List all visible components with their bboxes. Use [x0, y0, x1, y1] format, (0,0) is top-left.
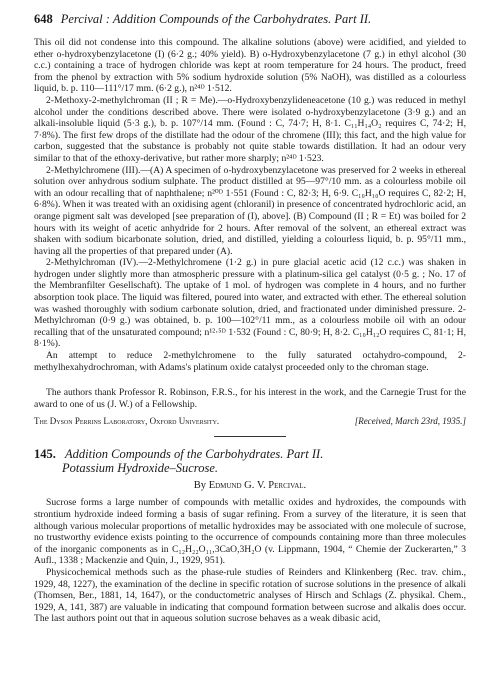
previous-article-text [34, 37, 466, 373]
new-article-text [34, 497, 466, 625]
paragraph: Physicochemical methods such as the phase-rule studies of Reinders and Klinkenberg (Rec. trav. chim., 1929, 48, 1227), the examination of the decline in specific rotation of sucrose solutions in the presence of alkali (Thomsen, Ber., 1881, 14, 1647), or the conductometric analyses of Hirsch and Schlags (Z. physikal. Chem., 1929, A, 141, 387) are valuable in indicating that compound formation between sucrose and alkalis does occur. The last authors point out that in aqueous solution sucrose behaves as a weak dibasic acid, [34, 566, 466, 625]
acknowledgement: The authors thank Professor R. Robinson, F.R.S., for his interest in the work, and the Carnegie Trust for the award to one of us (J. W.) of a Fellowship. [34, 387, 466, 410]
author-prefix: By [193, 480, 207, 492]
author-name: Edmund G. V. Percival. [208, 480, 307, 492]
section-divider [214, 436, 286, 437]
running-title: Percival : Addition Compounds of the Carbohydrates. Part II. [60, 12, 372, 26]
article-title-text: Addition Compounds of the Carbohydrates. Part II. [65, 447, 324, 462]
running-header [34, 12, 466, 27]
paragraph: Sucrose forms a large number of compounds with metallic oxides and hydroxides, the compounds with strontium hydroxide indeed forming a basis of sugar refining. From a survey of the literature, it is seen that although various molecular proportions of metallic hydroxides may be associated with one molecule of sucrose, no trustworthy evidence exists pointing to the occurrence of compounds containing more than three molecules of the inorganic components as in C₁₂H₂₂O₁₁,3CaO,3H₂O (v. Lippmann, 1904, “ Chemie der Zuckerarten,” 3 Aufl., 1338 ; Mackenzie and Quin, J., 1929, 951). [34, 497, 466, 567]
affiliation-line [34, 416, 466, 426]
paragraph: 2-Methylchromene (III).—(A) A specimen of o-hydroxybenzylacetone was preserved for 2 weeks in ethereal solution over anhydrous sodium sulphate. The product distilled at 95—97°/10 mm. as a colourless mobile oil with an odour recalling that of naphthalene; n²⁰ᴰ 1·551 (Found : C, 82·3; H, 6·9. C₁₀H₁₀O requires C, 82·2; H, 6·8%). When it was treated with an oxidising agent (chloranil) in presence of concentrated hydrochloric acid, an orange pigment salt was developed [see preparation of (I), above]. (B) Compound (II ; R = Et) was boiled for 2 hours with its weight of acetic anhydride for 2 hours. After removal of the solvent, an ethereal extract was shaken with sodium bicarbonate solution, dried, and distilled, yielding a colourless liquid, b. p. 95°/11 mm., having all the properties of that prepared under (A). [34, 164, 466, 257]
paragraph: 2-Methylchroman (IV).—2-Methylchromene (1·2 g.) in pure glacial acetic acid (12 c.c.) was shaken in hydrogen under slightly more than atmospheric pressure with a platinum-silica gel catalyst (0·5 g. ; No. 17 of the Membranfilter Gesellschaft). The uptake of 1 mol. of hydrogen was complete in 4 hours, and no further absorption took place. The liquid was filtered, poured into water, and extracted with ether. The ethereal solution was washed thoroughly with sodium carbonate solution, dried, and fractionated under diminished pressure. 2-Methylchroman (0·9 g.) was obtained, b. p. 100—102°/11 mm., as a colourless mobile oil with an odour recalling that of the unsaturated compound; n¹²·⁵ᴰ 1·532 (Found : C, 80·9; H, 8·2. C₁₀H₁₂O requires C, 81·1; H, 8·1%). [34, 257, 466, 350]
author-line [34, 480, 466, 491]
affiliation: The Dyson Perrins Laboratory, Oxford University. [34, 416, 220, 427]
paragraph: This oil did not condense into this compound. The alkaline solutions (above) were acidified, and yielded to ether o-hydroxybenzylacetone (I) (6·2 g.; 40% yield). B) o-Hydroxybenzylacetone (7 g.) in ethyl alcohol (30 c.c.) containing a trace of hydrogen chloride was kept at room temperature for 24 hours. The product, freed from the phenol by extraction with 5% sodium hydroxide solution (5% NaOH), was distilled as a colourless liquid, b. p. 110—111°/17 mm. (6·2 g.), n²⁴ᴰ 1·512. [34, 37, 466, 95]
page-number: 648 [34, 12, 53, 26]
paragraph: 2-Methoxy-2-methylchroman (II ; R = Me).—o-Hydroxybenzylideneacetone (10 g.) was reduced in methyl alcohol under the conditions described above. There were isolated o-hydroxybenzylacetone (3·9 g.) and an alkali-insoluble liquid (5·3 g.), b. p. 107°/14 mm. (Found : C, 74·7; H, 8·1. C₁₁H₁₄O₂ requires C, 74·2; H, 7·8%). The first few drops of the distillate had the odour of the chromene (III); this fact, and the high value for carbon, suggested that the substance is probably not quite stable towards distillation. It had an odour very similar to that of the ethoxy-derivative, but rather more sharply; n²⁴ᴰ 1·523. [34, 94, 466, 164]
article-subtitle: Potassium Hydroxide–Sucrose. [62, 461, 218, 476]
received-date: [Received, March 23rd, 1935.] [354, 416, 466, 427]
article-title [34, 447, 466, 461]
article-number: 145. [34, 447, 56, 462]
paragraph: An attempt to reduce 2-methylchromene to the fully saturated octahydro-compound, 2-methylhexahydrochroman, with Adams's platinum oxide catalyst proceeded only to the chroman stage. [34, 350, 466, 373]
